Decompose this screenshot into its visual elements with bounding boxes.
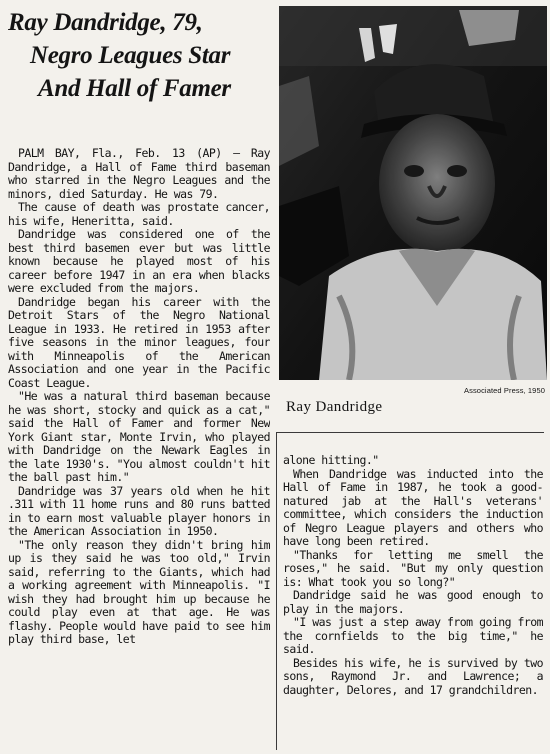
article-paragraph: Dandridge was considered one of the best third basemen ever but was little known because he played most of his career before 1947 in an era when blacks were excluded from the majors. <box>8 227 270 295</box>
headline-line-1: Ray Dandridge, 79, <box>8 9 203 36</box>
photo-caption: Ray Dandridge <box>286 399 383 415</box>
headline <box>8 6 276 105</box>
article-paragraph: Besides his wife, he is survived by two sons, Raymond Jr. and Lawrence; a daughter, Delores, and 17 grandchildren. <box>283 655 543 697</box>
column-rule-horizontal <box>276 432 544 433</box>
article-paragraph: "I was just a step away from going from the cornfields to the big time," he said. <box>283 615 543 656</box>
article-paragraph: "He was a natural third baseman because he was short, stocky and quick as a cat," said the Hall of Famer and former New York Giant star, Monte Irvin, who played with Dandridge on the Newark Eagles in the late 1930's. "You almost couldn't hit the ball past him." <box>8 389 270 484</box>
photo-portrait-image <box>279 6 547 380</box>
photo-credit: Associated Press, 1950 <box>464 386 545 395</box>
article-paragraph: When Dandridge was inducted into the Hall of Fame in 1987, he took a good-natured jab at the Hall's veterans' committee, which considers the induction of Negro League players and others who have long been retired. <box>283 466 543 548</box>
article-paragraph: Dandridge said he was good enough to play in the majors. <box>283 588 543 616</box>
article-column-right <box>283 454 543 749</box>
article-paragraph: The cause of death was prostate cancer, his wife, Heneritta, said. <box>8 200 270 228</box>
article-paragraph: PALM BAY, Fla., Feb. 13 (AP) — Ray Dandridge, a Hall of Fame third baseman who starred in the Negro Leagues and the minors, died Saturday. He was 79. <box>8 147 270 201</box>
headline-line-2: Negro Leagues Star <box>30 42 231 69</box>
headline-line-3: And Hall of Famer <box>38 75 231 102</box>
news-photo <box>279 6 547 380</box>
article-paragraph: Dandridge began his career with the Detroit Stars of the Negro National League in 1933. He retired in 1953 after five seasons in the minor leagues, four with Minneapolis of the American Association and one year in the Pacific Coast League. <box>8 294 270 390</box>
article-paragraph: alone hitting." <box>283 454 379 467</box>
column-rule-vertical <box>276 432 277 750</box>
article-paragraph: "The only reason they didn't bring him up is they said he was too old," Irvin said, referring to the Giants, which had a working agreement with Minneapolis. "I wish they had brought him up because he could play even at that age. He was flashy. People would have paid to see him play third base, let <box>8 537 270 646</box>
article-column-left <box>8 147 270 747</box>
article-paragraph: "Thanks for letting me smell the roses," he said. "But my only question is: What took you so long?" <box>283 547 543 589</box>
article-paragraph: Dandridge was 37 years old when he hit .311 with 11 home runs and 80 runs batted in to earn most valuable player honors in the American Association in 1950. <box>8 483 270 538</box>
